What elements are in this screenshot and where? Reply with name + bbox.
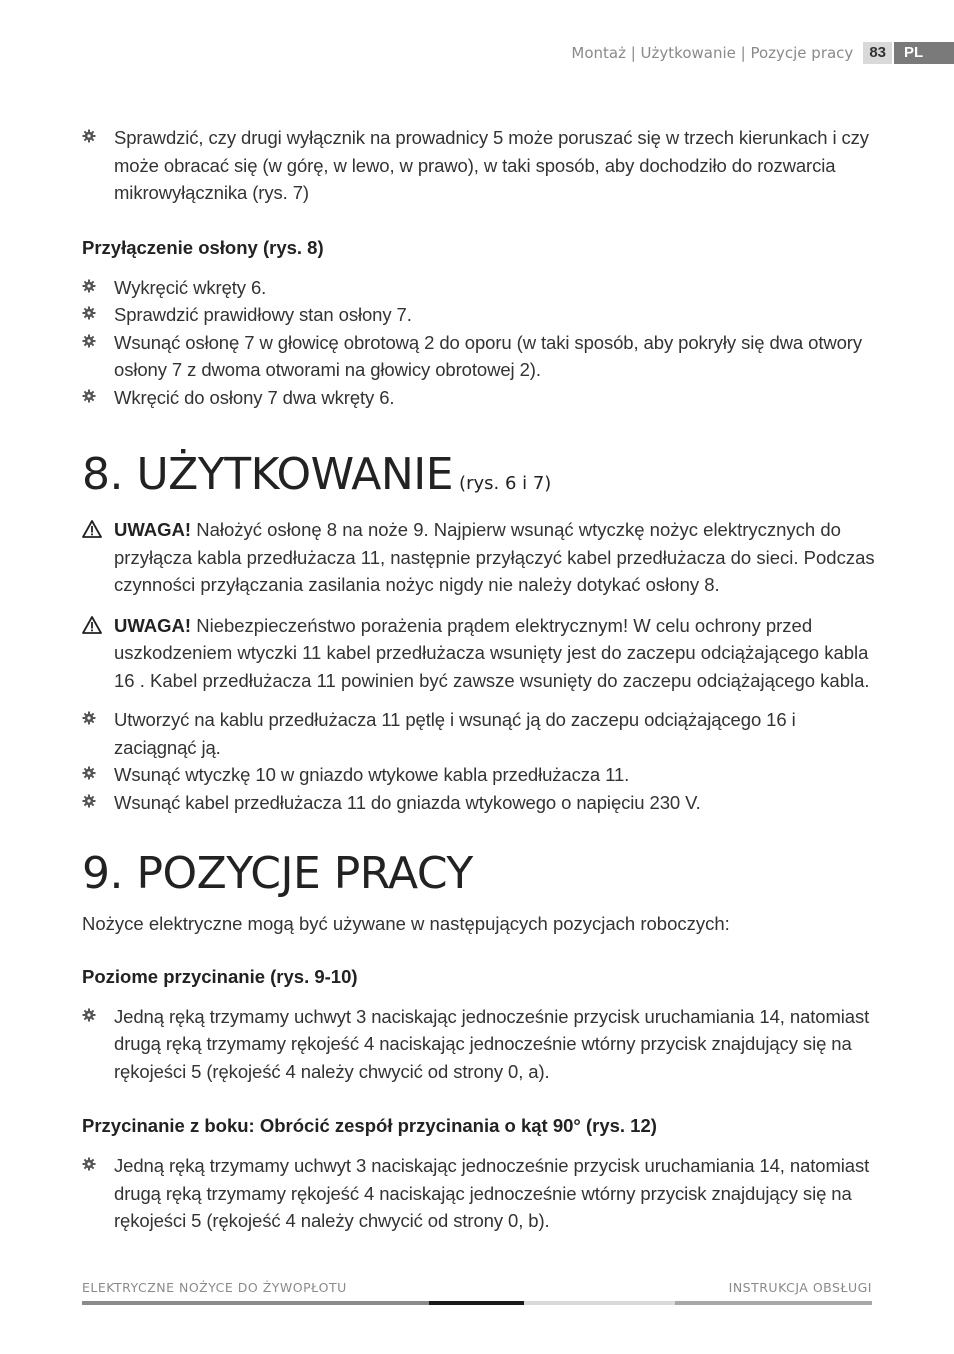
list-item: Sprawdzić, czy drugi wyłącznik na prowadnicy 5 może poruszać się w trzech kierunkach i czy może obracać się (w górę, w lewo, w prawo), w taki sposób, aby dochodziło do rozwarcia mikrowyłącznika (rys. 7) xyxy=(82,124,877,207)
list-item: Jedną ręką trzymamy uchwyt 3 naciskając jednocześnie przycisk uruchamiania 14, natomiast drugą ręką trzymamy rękojeść 4 naciskając jednocześnie wtórny przycisk znajdujący się na rękojeści 5 (rękojeść 4 należy chwycić od strony 0, b). xyxy=(82,1152,877,1235)
footer-product-name: ELEKTRYCZNE NOŻYCE DO ŻYWOPŁOTU xyxy=(82,1280,347,1295)
page-content xyxy=(82,124,877,1235)
subheading-side-trimming: Przycinanie z boku: Obrócić zespół przycinania o kąt 90° (rys. 12) xyxy=(82,1115,657,1136)
warning-triangle-icon xyxy=(82,616,102,634)
footer-bar-segment xyxy=(82,1301,429,1305)
warning-label: UWAGA! xyxy=(114,614,192,636)
list-item: Wkręcić do osłony 7 dwa wkręty 6. xyxy=(82,384,877,412)
language-badge: PL xyxy=(894,42,954,64)
gear-bullet-icon xyxy=(82,306,96,320)
gear-bullet-icon xyxy=(82,711,96,725)
horizontal-bullet-list xyxy=(82,1003,877,1086)
side-bullet-list xyxy=(82,1152,877,1235)
gear-bullet-icon xyxy=(82,129,96,143)
warning-text: Niebezpieczeństwo porażenia prądem elektrycznym! W celu ochrony przed uszkodzeniem wtyczki 11 kabel przedłużacza wsunięty jest do zaczepu odciążającego kabla 16 . Kabel przedłużacza 11 powinien być zawsze wsunięty do zaczepu odciążającego kabla. xyxy=(114,614,870,691)
footer-manual-title: INSTRUKCJA OBSŁUGI xyxy=(728,1280,872,1295)
usage-bullet-list xyxy=(82,706,877,816)
footer-bar-segment xyxy=(429,1301,524,1305)
list-item: Wykręcić wkręty 6. xyxy=(82,274,877,302)
gear-bullet-icon xyxy=(82,766,96,780)
list-item: Wsunąć wtyczkę 10 w gniazdo wtykowe kabla przedłużacza 11. xyxy=(82,761,877,789)
warning-triangle-icon xyxy=(82,520,102,538)
cover-bullet-list xyxy=(82,274,877,412)
section-9-title: 9. POZYCJE PRACY xyxy=(82,848,473,899)
page-header xyxy=(571,42,954,64)
gear-bullet-icon xyxy=(82,1157,96,1171)
list-item: Sprawdzić prawidłowy stan osłony 7. xyxy=(82,301,877,329)
intro-bullet-list xyxy=(82,124,877,207)
list-item: Wsunąć kabel przedłużacza 11 do gniazda wtykowego o napięciu 230 V. xyxy=(82,789,877,817)
breadcrumb: Montaż | Użytkowanie | Pozycje pracy xyxy=(571,44,854,62)
section-9-intro: Nożyce elektryczne mogą być używane w następujących pozycjach roboczych: xyxy=(82,913,730,934)
section-8-title: 8. UŻYTKOWANIE (rys. 6 i 7) xyxy=(82,449,552,500)
section-8-figure-ref: (rys. 6 i 7) xyxy=(459,473,552,494)
list-item: Wsunąć osłonę 7 w głowicę obrotową 2 do oporu (w taki sposób, aby pokryły się dwa otwory osłony 7 z dwoma otworami na głowicy obrotowej 2). xyxy=(82,329,877,384)
subheading-cover-connection: Przyłączenie osłony (rys. 8) xyxy=(82,236,324,258)
warning-notice xyxy=(82,612,877,695)
warning-label: UWAGA! xyxy=(114,519,192,540)
subheading-horizontal-trimming: Poziome przycinanie (rys. 9-10) xyxy=(82,965,358,987)
gear-bullet-icon xyxy=(82,334,96,348)
page-number: 83 xyxy=(863,42,892,64)
gear-bullet-icon xyxy=(82,389,96,403)
list-item: Jedną ręką trzymamy uchwyt 3 naciskając jednocześnie przycisk uruchamiania 14, natomiast drugą ręką trzymamy rękojeść 4 naciskając jednocześnie wtórny przycisk znajdujący się na rękojeści 5 (rękojeść 4 należy chwycić od strony 0, a). xyxy=(82,1003,877,1086)
footer-divider xyxy=(82,1301,872,1305)
gear-bullet-icon xyxy=(82,794,96,808)
footer-bar-segment xyxy=(675,1301,872,1305)
warning-notice xyxy=(82,516,877,599)
footer-bar-segment xyxy=(524,1301,675,1305)
list-item: Utworzyć na kablu przedłużacza 11 pętlę i wsunąć ją do zaczepu odciążającego 16 i zaciągnąć ją. xyxy=(82,706,877,761)
warning-text: Nałożyć osłonę 8 na noże 9. Najpierw wsunąć wtyczkę nożyc elektrycznych do przyłącza kabla przedłużacza 11, następnie przyłączyć kabel przedłużacza do sieci. Podczas czynności przyłączania zasilania nożyc nigdy nie należy dotykać osłony 8. xyxy=(114,519,875,595)
gear-bullet-icon xyxy=(82,1008,96,1022)
gear-bullet-icon xyxy=(82,279,96,293)
